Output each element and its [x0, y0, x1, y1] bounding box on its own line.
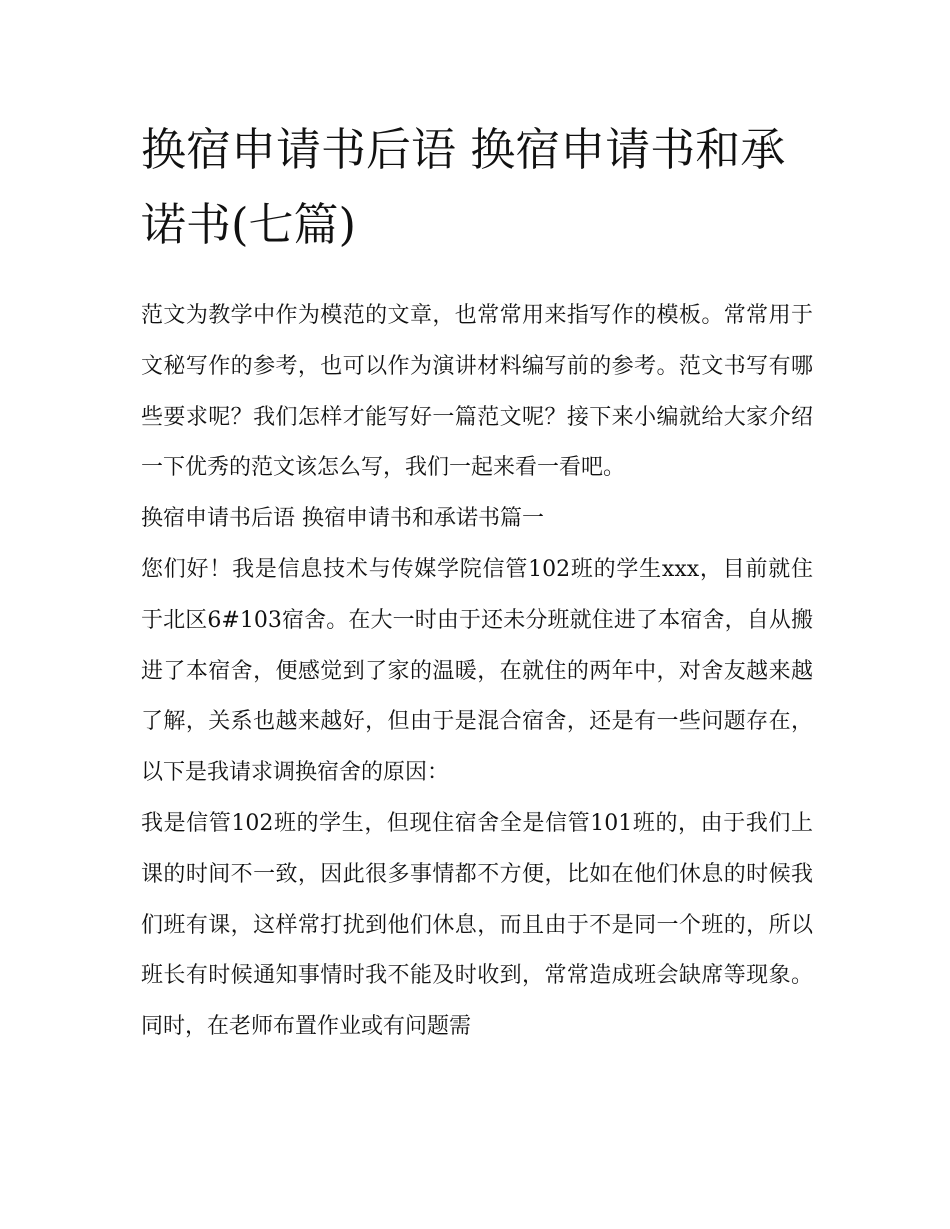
document-body — [141, 112, 813, 1053]
section-heading: 换宿申请书后语 换宿申请书和承诺书篇一 — [141, 506, 544, 532]
body-paragraph-1: 您们好！我是信息技术与传媒学院信管102班的学生xxx，目前就住于北区6#103宿舍。在大一时由于还未分班就住进了本宿舍，自从搬进了本宿舍，便感觉到了家的温暖，在就住的两年中，对舍友越来越了解，关系也越来越好，但由于是混合宿舍，还是有一些问题存在，以下是我请求调换宿舍的原因： — [141, 556, 813, 786]
body-paragraph-2: 我是信管102班的学生，但现住宿舍全是信管101班的，由于我们上课的时间不一致，因此很多事情都不方便，比如在他们休息的时候我们班有课，这样常打扰到他们休息，而且由于不是同一个班的，所以班长有时候通知事情时我不能及时收到，常常造成班会缺席等现象。同时，在老师布置作业或有问题需 — [141, 810, 813, 1040]
document-title: 换宿申请书后语 换宿申请书和承诺书(七篇) — [141, 123, 786, 251]
intro-paragraph: 范文为教学中作为模范的文章，也常常用来指写作的模板。常常用于文秘写作的参考，也可以作为演讲材料编写前的参考。范文书写有哪些要求呢？我们怎样才能写好一篇范文呢？接下来小编就给大家介绍一下优秀的范文该怎么写，我们一起来看一看吧。 — [141, 303, 813, 481]
